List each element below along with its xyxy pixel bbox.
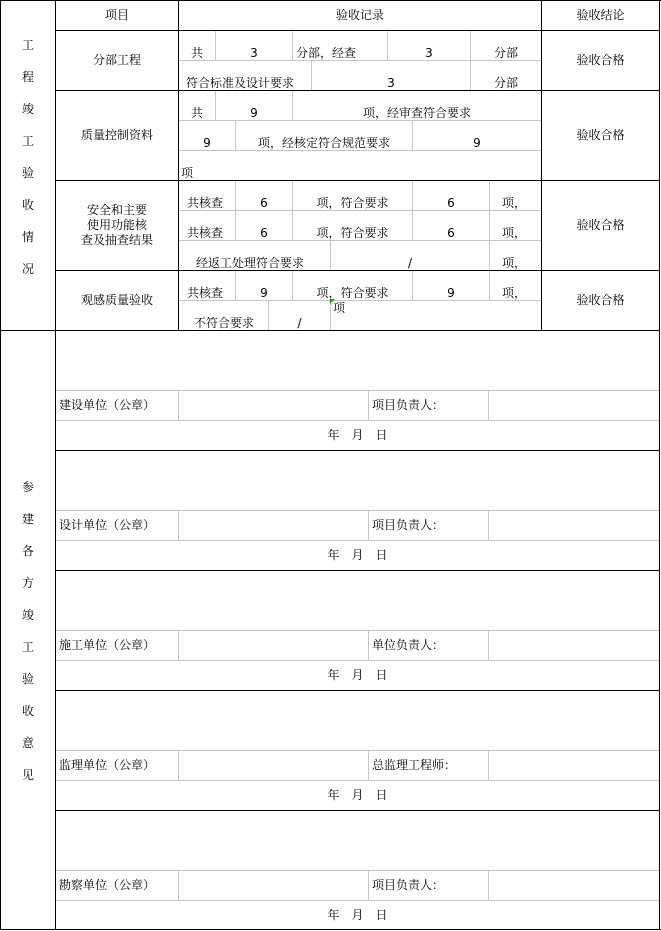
vertical-label-char: 情 — [21, 230, 34, 244]
vertical-label-char: 建 — [21, 512, 34, 526]
division-title: 分部工程 — [92, 53, 141, 67]
safety-r2-total: 6 — [260, 226, 268, 240]
division-standard-label: 符合标准及设计要求 — [186, 76, 295, 90]
quality-docs-verified-count-2: 9 — [473, 136, 481, 150]
safety-r1-unit: 项， — [502, 196, 527, 210]
division-conclusion: 验收合格 — [576, 53, 625, 67]
division-unit: 分部 — [494, 46, 519, 60]
division-checked-label: 分部，经查 — [296, 46, 357, 60]
vertical-label-char: 程 — [21, 70, 34, 84]
vertical-label-char: 竣 — [21, 102, 34, 116]
division-total: 3 — [250, 46, 258, 60]
party-construction-date: 年 月 日 — [327, 428, 388, 442]
party-contractor-unit-label: 施工单位（公章） — [59, 638, 156, 652]
appearance-r1-prefix: 共核查 — [187, 286, 224, 300]
parties-opinion-label — [18, 480, 38, 800]
party-design-person-label: 项目负责人： — [372, 518, 445, 532]
safety-r1-mid: 项，符合要求 — [316, 196, 389, 210]
vertical-label-char: 见 — [21, 768, 34, 782]
appearance-r1-ok: 9 — [447, 286, 455, 300]
party-contractor-date: 年 月 日 — [327, 668, 388, 682]
appearance-title: 观感质量验收 — [80, 293, 153, 307]
vertical-label-char: 工 — [21, 38, 34, 52]
party-design-unit-label: 设计单位（公章） — [59, 518, 156, 532]
safety-r2-prefix: 共核查 — [187, 226, 224, 240]
division-total-prefix: 共 — [191, 46, 204, 60]
vertical-label-char: 竣 — [21, 608, 34, 622]
party-survey-person-label: 项目负责人： — [372, 878, 445, 892]
appearance-r1-total: 9 — [260, 286, 268, 300]
appearance-nonconform-unit: 项 — [333, 301, 346, 315]
party-survey-unit-label: 勘察单位（公章） — [59, 878, 156, 892]
vertical-label-char: 各 — [21, 544, 34, 558]
vertical-label-char: 验 — [21, 672, 34, 686]
quality-docs-verified-count: 9 — [203, 136, 211, 150]
party-survey-date: 年 月 日 — [327, 908, 388, 922]
vertical-label-char: 工 — [21, 640, 34, 654]
safety-title-line-3: 查及抽查结果 — [80, 233, 153, 247]
vertical-label-char: 意 — [21, 736, 34, 750]
cell-comment-marker — [330, 299, 335, 304]
party-contractor-person-label: 单位负责人： — [372, 638, 445, 652]
appearance-nonconform-label: 不符合要求 — [194, 316, 255, 330]
quality-docs-prefix: 共 — [191, 106, 204, 120]
appearance-r1-unit: 项， — [502, 286, 527, 300]
quality-docs-reviewed-label: 项，经审查符合要求 — [362, 106, 471, 120]
safety-rework-label: 经返工处理符合要求 — [196, 256, 305, 270]
quality-docs-conclusion: 验收合格 — [576, 128, 625, 142]
vertical-label-char: 验 — [21, 166, 34, 180]
safety-title-line-2: 使用功能核 — [86, 218, 147, 232]
safety-r1-ok: 6 — [447, 196, 455, 210]
quality-docs-verified-label: 项，经核定符合规范要求 — [257, 136, 390, 150]
party-supervision-unit-label: 监理单位（公章） — [59, 758, 156, 772]
vertical-label-char: 工 — [21, 134, 34, 148]
header-item: 项目 — [104, 8, 129, 22]
vertical-label-char: 参 — [21, 480, 34, 494]
completion-status-label — [18, 38, 38, 294]
party-design-date: 年 月 日 — [327, 548, 388, 562]
safety-title-line-1: 安全和主要 — [86, 203, 147, 217]
appearance-nonconform-value: / — [297, 316, 302, 330]
appearance-conclusion: 验收合格 — [576, 293, 625, 307]
quality-docs-unit: 项 — [181, 166, 194, 180]
party-supervision-person-label: 总监理工程师： — [372, 758, 457, 772]
header-record: 验收记录 — [335, 8, 384, 22]
safety-rework-value: / — [407, 256, 413, 270]
safety-rework-unit: 项， — [502, 256, 527, 270]
safety-r2-ok: 6 — [447, 226, 455, 240]
safety-r2-mid: 项，符合要求 — [316, 226, 389, 240]
party-construction-unit-label: 建设单位（公章） — [59, 398, 156, 412]
vertical-label-char: 方 — [21, 576, 34, 590]
party-construction-person-label: 项目负责人： — [372, 398, 445, 412]
quality-docs-total: 9 — [250, 106, 258, 120]
quality-docs-title: 质量控制资料 — [80, 128, 153, 142]
party-supervision-date: 年 月 日 — [327, 788, 388, 802]
vertical-label-char: 收 — [21, 198, 34, 212]
safety-r1-prefix: 共核查 — [187, 196, 224, 210]
division-checked: 3 — [425, 46, 433, 60]
vertical-label-char: 收 — [21, 704, 34, 718]
division-standard-unit: 分部 — [494, 76, 519, 90]
safety-r2-unit: 项， — [502, 226, 527, 240]
division-standard-value: 3 — [387, 76, 395, 90]
safety-r1-total: 6 — [260, 196, 268, 210]
safety-conclusion: 验收合格 — [576, 218, 625, 232]
vertical-label-char: 况 — [21, 262, 34, 276]
header-conclusion: 验收结论 — [576, 8, 625, 22]
appearance-r1-mid: 项，符合要求 — [316, 286, 389, 300]
